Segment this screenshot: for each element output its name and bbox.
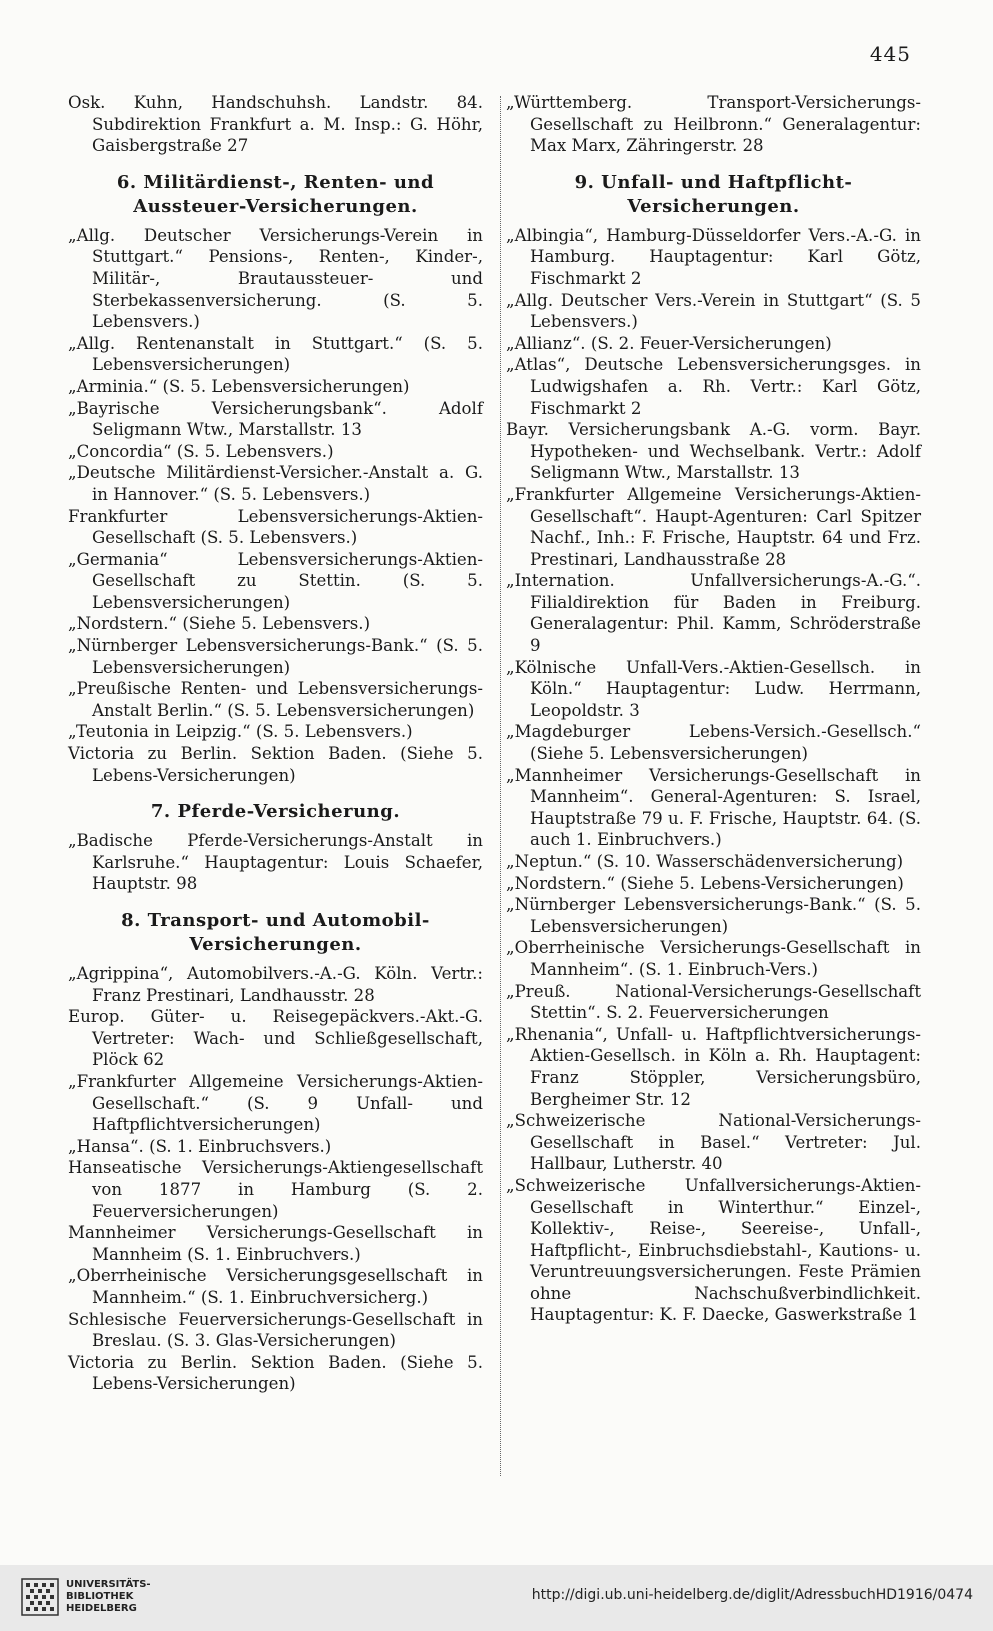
directory-entry: „Nürnberger Lebensversicherungs-Bank.“ (S. 5. Lebensversicherungen) <box>506 895 921 936</box>
section-heading: 6. Militärdienst-, Renten- und Aussteuer-Versicherungen. <box>116 171 435 217</box>
institution-line: UNIVERSITÄTS- <box>66 1579 151 1590</box>
directory-entry: „Schweizerische Unfallversicherungs-Aktien-Gesellschaft in Winterthur.“ Einzel-, Kollektiv-, Reise-, Seereise-, Unfall-, Haftpflicht-, Einbruchsdiebstahl-, Kautions- u. Veruntreuungsversicherungen. Feste Prämien ohne Nachschußverbindlichkeit. Hauptagentur: K. F. Daecke, Gaswerkstraße 1 <box>506 1175 921 1325</box>
source-url[interactable]: http://digi.ub.uni-heidelberg.de/diglit/AdressbuchHD1916/0474 <box>531 1587 973 1603</box>
institution-line: HEIDELBERG <box>66 1603 137 1614</box>
directory-entry: „Hansa“. (S. 1. Einbruchsvers.) <box>68 1136 332 1156</box>
institution-line: BIBLIOTHEK <box>66 1591 134 1602</box>
column-divider <box>500 96 501 1476</box>
directory-entry: „Concordia“ (S. 5. Lebensvers.) <box>68 441 334 461</box>
directory-entry: „Bayrische Versicherungsbank“. Adolf Seligmann Wtw., Marstallstr. 13 <box>68 398 483 440</box>
directory-entry: „Allg. Deutscher Versicherungs-Verein in Stuttgart.“ Pensions-, Renten-, Kinder-, Militär-, Brautaussteuer- und Sterbekassenversicherung. (S. 5. Lebensvers.) <box>68 225 483 332</box>
section-heading: 9. Unfall- und Haftpflicht-Versicherungen. <box>574 171 853 217</box>
directory-entry: Bayr. Versicherungsbank A.-G. vorm. Bayr. Hypotheken- und Wechselbank. Vertr.: Adolf Seligmann Wtw., Marstallstr. 13 <box>506 420 921 483</box>
directory-entry: „Oberrheinische Versicherungsgesellschaft in Mannheim.“ (S. 1. Einbruchversicherg.) <box>68 1266 483 1307</box>
directory-entry: „Nordstern.“ (Siehe 5. Lebensvers.) <box>68 614 371 634</box>
directory-entry: „Arminia.“ (S. 5. Lebensversicherungen) <box>68 376 410 396</box>
directory-entry: „Deutsche Militärdienst-Versicher.-Anstalt a. G. in Hannover.“ (S. 5. Lebensvers.) <box>68 463 483 504</box>
directory-entry: „Neptun.“ (S. 10. Wasserschädenversicherung) <box>506 852 904 871</box>
directory-entry: Europ. Güter- u. Reisegepäckvers.-Akt.-G. Vertreter: Wach- und Schließgesellschaft, Plöck 62 <box>68 1007 483 1070</box>
directory-entry: „Magdeburger Lebens-Versich.-Gesellsch.“ (Siehe 5. Lebensversicherungen) <box>506 722 921 764</box>
page-number: 445 <box>869 42 911 66</box>
directory-entry: Victoria zu Berlin. Sektion Baden. (Siehe 5. Lebens-Versicherungen) <box>68 744 483 785</box>
section-heading: 7. Pferde-Versicherung. <box>150 801 401 823</box>
directory-entry: „Frankfurter Allgemeine Versicherungs-Aktien-Gesellschaft.“ (S. 9 Unfall- und Haftpflichtversicherungen) <box>68 1071 483 1135</box>
directory-entry: „Preuß. National-Versicherungs-Gesellschaft Stettin“. S. 2. Feuerversicherungen <box>506 981 921 1023</box>
directory-entry: „Internation. Unfallversicherungs-A.-G.“. Filialdirektion für Baden in Freiburg. Generalagentur: Phil. Kamm, Schröderstraße 9 <box>506 571 921 656</box>
directory-entry: „Württemberg. Transport-Versicherungs-Gesellschaft zu Heilbronn.“ Generalagentur: Max Marx, Zähringerstr. 28 <box>506 93 921 156</box>
directory-entry: „Preußische Renten- und Lebensversicherungs-Anstalt Berlin.“ (S. 5. Lebensversicherungen) <box>68 679 483 720</box>
directory-entry: „Nordstern.“ (Siehe 5. Lebens-Versicherungen) <box>506 873 904 893</box>
directory-entry: Hanseatische Versicherungs-Aktiengesellschaft von 1877 in Hamburg (S. 2. Feuerversicherungen) <box>68 1158 483 1221</box>
left-column <box>68 92 483 1395</box>
directory-entry: „Kölnische Unfall-Vers.-Aktien-Gesellsch. in Köln.“ Hauptagentur: Ludw. Herrmann, Leopoldstr. 3 <box>506 657 921 720</box>
directory-entry: Mannheimer Versicherungs-Gesellschaft in Mannheim (S. 1. Einbruchvers.) <box>68 1223 483 1264</box>
directory-entry: „Frankfurter Allgemeine Versicherungs-Aktien-Gesellschaft“. Haupt-Agenturen: Carl Spitzer Nachf., Inh.: F. Frische, Hauptstr. 64 und Frz. Prestinari, Landhausstraße 28 <box>506 484 921 569</box>
directory-entry: Osk. Kuhn, Handschuhsh. Landstr. 84. Subdirektion Frankfurt a. M. Insp.: G. Höhr, Gaisbergstraße 27 <box>68 93 483 156</box>
right-column <box>506 92 921 1326</box>
directory-entry: „Schweizerische National-Versicherungs-Gesellschaft in Basel.“ Vertreter: Jul. Hallbaur, Lutherstr. 40 <box>506 1111 921 1174</box>
directory-entry: „Agrippina“, Automobilvers.-A.-G. Köln. Vertr.: Franz Prestinari, Landhausstr. 28 <box>68 964 483 1005</box>
directory-entry: Frankfurter Lebensversicherungs-Aktien-Gesellschaft (S. 5. Lebensvers.) <box>68 506 483 548</box>
directory-entry: „Allg. Deutscher Vers.-Verein in Stuttgart“ (S. 5 Lebensvers.) <box>506 290 921 332</box>
directory-entry: „Teutonia in Leipzig.“ (S. 5. Lebensvers.) <box>68 722 413 742</box>
directory-entry: „Nürnberger Lebensversicherungs-Bank.“ (S. 5. Lebensversicherungen) <box>68 636 483 677</box>
section-heading: 8. Transport- und Automobil-Versicherungen. <box>121 910 430 955</box>
directory-entry: Schlesische Feuerversicherungs-Gesellschaft in Breslau. (S. 3. Glas-Versicherungen) <box>68 1309 483 1351</box>
directory-entry: „Badische Pferde-Versicherungs-Anstalt in Karlsruhe.“ Hauptagentur: Louis Schaefer, Hauptstr. 98 <box>68 831 483 894</box>
directory-entry: „Germania“ Lebensversicherungs-Aktien-Gesellschaft zu Stettin. (S. 5. Lebensversicherungen) <box>68 549 483 612</box>
directory-entry: „Rhenania“, Unfall- u. Haftpflichtversicherungs-Aktien-Gesellsch. in Köln a. Rh. Hauptagent: Franz Stöppler, Versicherungsbüro, Bergheimer Str. 12 <box>506 1024 921 1109</box>
institution-name <box>66 1579 151 1615</box>
directory-entry: „Atlas“, Deutsche Lebensversicherungsges. in Ludwigshafen a. Rh. Vertr.: Karl Götz, Fischmarkt 2 <box>506 355 921 418</box>
footer-bar <box>0 1565 993 1631</box>
directory-entry: Victoria zu Berlin. Sektion Baden. (Siehe 5. Lebens-Versicherungen) <box>68 1352 483 1394</box>
directory-entry: „Albingia“, Hamburg-Düsseldorfer Vers.-A.-G. in Hamburg. Hauptagentur: Karl Götz, Fischmarkt 2 <box>506 225 921 288</box>
directory-entry: „Mannheimer Versicherungs-Gesellschaft in Mannheim“. General-Agenturen: S. Israel, Hauptstraße 79 u. F. Frische, Hauptstr. 64. (S. auch 1. Einbruchvers.) <box>506 765 921 850</box>
directory-entry: „Allianz“. (S. 2. Feuer-Versicherungen) <box>506 333 832 353</box>
directory-entry: „Allg. Rentenanstalt in Stuttgart.“ (S. 5. Lebensversicherungen) <box>68 333 483 375</box>
directory-entry: „Oberrheinische Versicherungs-Gesellschaft in Mannheim“. (S. 1. Einbruch-Vers.) <box>506 938 921 979</box>
university-seal-icon <box>20 1577 60 1617</box>
